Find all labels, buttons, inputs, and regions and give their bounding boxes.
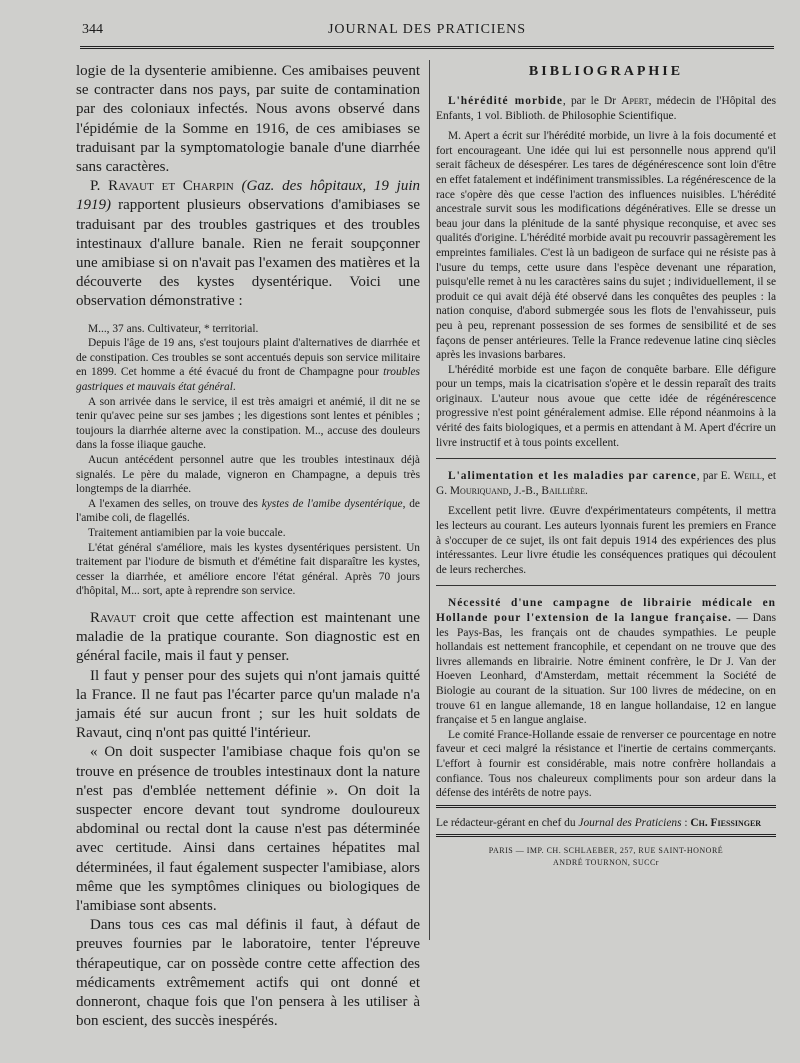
case-text: Depuis l'âge de 19 ans, s'est toujours plaint d'alternatives de diarrhée et de constipation. Ces troubles se sont accentués depuis son service militaire en 1899. Cet homme a été évacué du front de Champagne pour: [76, 337, 420, 379]
ref-text: , et G.: [436, 470, 776, 497]
case-italic: troubles gastriques et mauvais état général: [76, 366, 420, 394]
book-author: Mouriquand: [449, 484, 509, 497]
news-paragraph: Le comité France-Hollande essaie de renverser ce pourcentage en notre faveur et ceci malgré la résistance et l'inertie de certains commerçants. L'effort à fournir est considérable, mais notre confrère hollandais a confiance. Tous nos chaleureux compliments pour son ardeur dans la défense des intérêts de notre pays.: [436, 728, 776, 800]
case-text: .: [232, 381, 236, 394]
book-title: L'hérédité morbide: [448, 95, 563, 107]
case-paragraph: L'état général s'améliore, mais les kystes dysentériques persistent. Un traitement par l'iodure de bismuth et d'émétine fait disparaître les kystes, cesser la diarrhée, et améliore encore l'état général. Après 70 jours d'hôpital, M... sort, apte à reprendre son service.: [76, 541, 420, 598]
case-paragraph: Aucun antécédent personnel autre que les troubles intestinaux déjà signalés. Le père du malade, vigneron en Champagne, a depuis très longtemps de la diarrhée.: [76, 453, 420, 496]
footer-rule: [436, 805, 776, 808]
paragraph: logie de la dysenterie amibienne. Ces amibaises peuvent se contracter dans nos pays, par suite de contamination par des coloniaux infectés. Nous avons observé dans l'épidémie de la Somme en 1916, de ces amibiases se traduisant par la symptomatologie banale d'une diarrhée sans caractères.: [76, 63, 420, 176]
divider: [436, 585, 776, 586]
author-name: Ravaut: [90, 609, 136, 626]
ref-text: .: [585, 484, 588, 497]
page-number: 344: [82, 22, 103, 37]
page-header: [82, 20, 772, 42]
spacer: [76, 312, 420, 322]
book-author: Apert: [621, 95, 649, 107]
case-report: [76, 322, 420, 599]
book-author: Weill: [733, 470, 762, 483]
paragraph-text: rapportent plusieurs observations d'amibiases se traduisant par des troubles gastriques et des troubles intestinaux d'allure banale. Rien ne ferait soupçonner une amibiase si on n'avait pas l'examen des matières et la découverte des kystes dysentérique. Voici une observation démonstrative :: [76, 197, 420, 310]
case-paragraph: Traitement antiamibien par la voie buccale.: [88, 526, 286, 539]
case-title: M..., 37 ans. Cultivateur, * territorial.: [88, 322, 259, 335]
ref-text: , par E.: [696, 470, 734, 483]
divider: [436, 458, 776, 459]
section-title: BIBLIOGRAPHIE: [528, 64, 684, 79]
review-paragraph: L'hérédité morbide est une façon de conquête barbare. Elle défigure pour un temps, mais la cicatrisation s'opère et le dessin reparaît des traits originaux. L'auteur nous avoue que cette idée de régénérescence progressive n'est point généralement admise. Elle répond néanmoins à la vérité des faits biologiques, et a permis en attendant à M. Apert d'écrire un livre instructif et à tous points excellent.: [436, 363, 776, 449]
case-paragraph: A son arrivée dans le service, il est très amaigri et anémié, il dit ne se tenir qu'avec peine sur ses jambes ; les digestions sont lentes et pénibles ; toujours la diarrhée alterne avec la constipation. M.., accuse des douleurs dans la fosse iliaque gauche.: [76, 395, 420, 452]
footer-rule: [436, 834, 776, 837]
paragraph: Dans tous ces cas mal définis il faut, à défaut de preuves fournies par le laboratoire, tenter l'épreuve thérapeutique, car on possède contre cette affection des médicaments extrêmement actifs qui ont donné et donneront, chaque fois que l'on pensera à les utiliser à bon escient, des succès inespérés.: [76, 917, 420, 1030]
case-paragraph: [76, 336, 420, 394]
paragraph: [76, 609, 420, 667]
left-column: [76, 62, 420, 1031]
editor-text: Le rédacteur-gérant en chef du: [436, 816, 579, 829]
running-title: JOURNAL DES PRATICIENS: [327, 22, 527, 37]
publisher: Baillière: [541, 484, 586, 497]
ref-text: , médecin de l'Hôpital des Enfants, 1 vol. Biblioth. de Philosophie Scientifique.: [436, 95, 777, 122]
authors: P. Ravaut et Charpin: [90, 178, 234, 195]
review-heading: [436, 469, 776, 498]
journal-name: Journal des Praticiens: [578, 816, 682, 829]
case-paragraph: [76, 497, 420, 526]
paragraph: [76, 177, 420, 311]
review-paragraph: M. Apert a écrit sur l'hérédité morbide, un livre à la fois documenté et fort encourageant. Une idée qui lui est personnelle nous apprend qu'il serait fâcheux de désespérer. Les tares de dégénérescence sont loin d'être en effet fatalement et indéfiniment transmissibles. La régénérescence de la race s'opère dès que cesse l'action des influences nuisibles. L'hérédité ancestrale survit sous les modifications dégénératives. Elle se dresse un beau jour dans la plénitude de la santé physique reconquise, et avec ses qualités d'origine. L'hérédité morbide avait pu recouvrir passagèrement les empreintes familiales. C'est là un badigeon de surface qui ne résiste pas à l'usure du temps, cette usure dans l'espèce devenant une réparation, puisqu'elle remet à nu les caractères sains du sujet ; individuellement, il se produit ce qui avait déjà été observé dans les conquêtes des peuples : la nation conquise, d'abord submergée sous les flots de l'envahisseur, puis peu à peu, reprenant possession de ses formes de sensibilité et de ses façons de penser antérieures. Telle la France redevenue latine cinq siècles après les invasions barbares.: [436, 130, 776, 362]
spacer: [76, 599, 420, 609]
case-text: , de l'amibe coli, de flagellés.: [76, 497, 420, 525]
paragraph: « On doit suspecter l'amibiase chaque fois qu'on se trouve en présence de troubles intestinaux dont la nature n'est pas d'emblée nettement définie ». On doit la suspecter encore devant tout syndrome douloureux abdominal ou rectal dont la cause n'est pas déterminée avec certitude. Ainsi dans certaines hépatites mal déterminées, il faut également suspecter l'amibiase, alors même que les symptômes cliniques ou biologiques de l'amibiase sont absents.: [76, 744, 420, 914]
printer-imprint: ANDRÉ TOURNON, SUCCr: [553, 857, 659, 867]
case-text: A l'examen des selles, on trouve des: [88, 497, 262, 510]
printer-imprint: PARIS — IMP. CH. SCHLAEBER, 257, RUE SAINT-HONORÉ: [488, 845, 724, 855]
case-italic: kystes de l'amibe dysentérique: [261, 497, 403, 510]
editor-line: [436, 816, 776, 830]
review-paragraph: Excellent petit livre. Œuvre d'expérimentateurs compétents, il mettra les lecteurs au courant. Les auteurs lyonnais furent les premiers en France à s'occuper de ce sujet, ils ont fait depuis 1914 des expériences des plus intéressantes. Leur livre étudie les conséquences pratiques qui découlent de leurs recherches.: [436, 505, 776, 576]
paragraph: Il faut y penser pour des sujets qui n'ont jamais quitté la France. Il ne faut pas l'écarter parce qu'un malade n'a jamais été sur aucun front ; sur les huit soldats de Ravaut, cinq n'ont pas quitté l'intérieur.: [76, 667, 420, 742]
reference: (Gaz. des hôpitaux, 19 juin 1919): [76, 178, 420, 214]
ref-text: , J.-B.,: [508, 484, 542, 497]
news-paragraph: [436, 596, 776, 727]
paragraph-text: croit que cette affection est maintenant une maladie de la pratique courante. Son diagnostic est en général facile, mais il faut y penser.: [76, 609, 420, 665]
editor-text: :: [681, 816, 691, 829]
editor-name: Ch. Fiessinger: [690, 816, 762, 829]
column-divider: [429, 60, 430, 940]
review-heading: [436, 94, 776, 123]
book-title: L'alimentation et les maladies par carence: [448, 470, 697, 483]
news-title: Nécessité d'une campagne de librairie médicale en Hollande pour l'extension de la langue française.: [436, 597, 776, 624]
right-column: [436, 64, 776, 869]
header-rule: [80, 46, 774, 49]
news-text: — Dans les Pays-Bas, les français ont de chaudes sympathies. Le peuple hollandais est nettement francophile, et cependant on ne trouve que des livres allemands en librairie. Notre éminent confrère, le Dr J. Van der Hoeven Leonhard, d'Amsterdam, mettait récemment la Société de Biologie au courant de la situation. Sur 100 livres de médecine, on en trouve 61 en langue allemande, 18 en langue hollandaise, 12 en langue française et 5 en langue anglaise.: [436, 612, 776, 727]
ref-text: , par le Dr: [562, 95, 622, 107]
